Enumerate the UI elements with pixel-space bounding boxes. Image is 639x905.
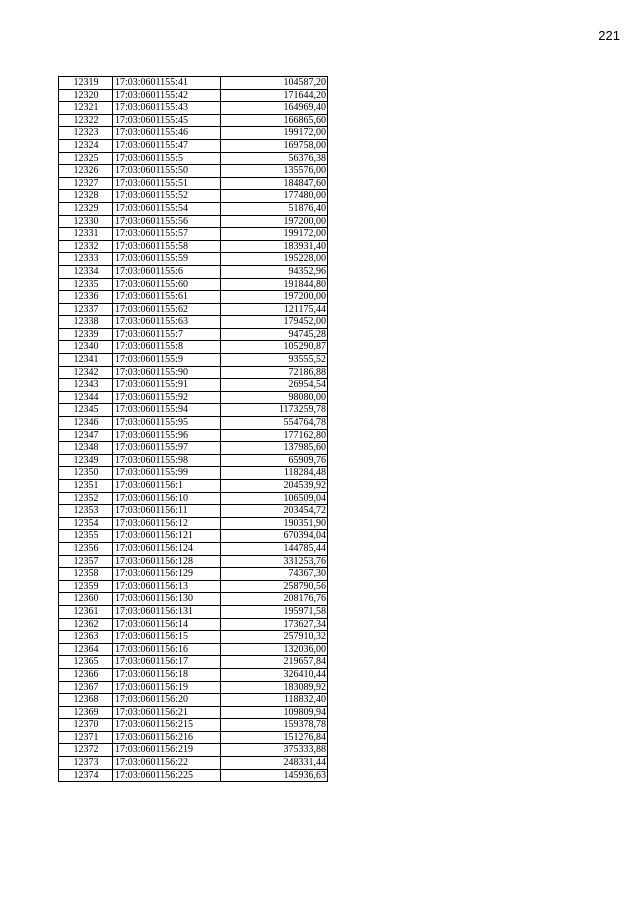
- value-cell: 121175,44: [221, 303, 328, 316]
- row-number-cell: 12365: [59, 656, 113, 669]
- cadastral-number-cell: 17:03:0601155:57: [113, 228, 221, 241]
- cadastral-number-cell: 17:03:0601155:99: [113, 467, 221, 480]
- value-cell: 56376,38: [221, 152, 328, 165]
- table-row: [59, 555, 328, 568]
- row-number-cell: 12339: [59, 328, 113, 341]
- value-cell: 94352,96: [221, 265, 328, 278]
- value-cell: 145936,63: [221, 769, 328, 782]
- cadastral-number-cell: 17:03:0601155:54: [113, 202, 221, 215]
- cadastral-number-cell: 17:03:0601155:52: [113, 190, 221, 203]
- row-number-cell: 12343: [59, 379, 113, 392]
- table-row: [59, 542, 328, 555]
- cadastral-number-cell: 17:03:0601156:11: [113, 505, 221, 518]
- value-cell: 177162,80: [221, 429, 328, 442]
- row-number-cell: 12331: [59, 228, 113, 241]
- cadastral-number-cell: 17:03:0601156:121: [113, 530, 221, 543]
- table-row: [59, 631, 328, 644]
- cadastral-number-cell: 17:03:0601155:43: [113, 102, 221, 115]
- cadastral-number-cell: 17:03:0601156:12: [113, 517, 221, 530]
- table-body: [59, 77, 328, 782]
- value-cell: 183089,92: [221, 681, 328, 694]
- cadastral-number-cell: 17:03:0601155:47: [113, 139, 221, 152]
- cadastral-number-cell: 17:03:0601156:22: [113, 757, 221, 770]
- value-cell: 203454,72: [221, 505, 328, 518]
- value-cell: 1173259,78: [221, 404, 328, 417]
- value-cell: 177480,00: [221, 190, 328, 203]
- value-cell: 331253,76: [221, 555, 328, 568]
- row-number-cell: 12325: [59, 152, 113, 165]
- cadastral-number-cell: 17:03:0601156:18: [113, 668, 221, 681]
- cadastral-number-cell: 17:03:0601156:215: [113, 719, 221, 732]
- value-cell: 74367,30: [221, 568, 328, 581]
- value-cell: 195228,00: [221, 253, 328, 266]
- row-number-cell: 12358: [59, 568, 113, 581]
- table-row: [59, 215, 328, 228]
- row-number-cell: 12367: [59, 681, 113, 694]
- value-cell: 670394,04: [221, 530, 328, 543]
- row-number-cell: 12328: [59, 190, 113, 203]
- row-number-cell: 12320: [59, 89, 113, 102]
- row-number-cell: 12342: [59, 366, 113, 379]
- value-cell: 93555,52: [221, 354, 328, 367]
- cadastral-number-cell: 17:03:0601155:8: [113, 341, 221, 354]
- value-cell: 51876,40: [221, 202, 328, 215]
- cadastral-number-cell: 17:03:0601156:130: [113, 593, 221, 606]
- row-number-cell: 12359: [59, 580, 113, 593]
- row-number-cell: 12364: [59, 643, 113, 656]
- cadastral-number-cell: 17:03:0601155:5: [113, 152, 221, 165]
- value-cell: 144785,44: [221, 542, 328, 555]
- table-row: [59, 139, 328, 152]
- value-cell: 72186,88: [221, 366, 328, 379]
- table-row: [59, 643, 328, 656]
- table-row: [59, 429, 328, 442]
- cadastral-value-table: [58, 76, 328, 782]
- value-cell: 554764,78: [221, 417, 328, 430]
- table-row: [59, 694, 328, 707]
- table-row: [59, 605, 328, 618]
- row-number-cell: 12321: [59, 102, 113, 115]
- cadastral-number-cell: 17:03:0601156:225: [113, 769, 221, 782]
- table-row: [59, 77, 328, 90]
- cadastral-number-cell: 17:03:0601156:124: [113, 542, 221, 555]
- row-number-cell: 12322: [59, 114, 113, 127]
- table-row: [59, 731, 328, 744]
- table-row: [59, 177, 328, 190]
- row-number-cell: 12319: [59, 77, 113, 90]
- cadastral-number-cell: 17:03:0601156:216: [113, 731, 221, 744]
- cadastral-number-cell: 17:03:0601155:59: [113, 253, 221, 266]
- row-number-cell: 12354: [59, 517, 113, 530]
- row-number-cell: 12341: [59, 354, 113, 367]
- cadastral-number-cell: 17:03:0601155:56: [113, 215, 221, 228]
- table-row: [59, 517, 328, 530]
- value-cell: 159378,78: [221, 719, 328, 732]
- table-row: [59, 656, 328, 669]
- value-cell: 105290,87: [221, 341, 328, 354]
- cadastral-number-cell: 17:03:0601155:94: [113, 404, 221, 417]
- row-number-cell: 12336: [59, 291, 113, 304]
- table-row: [59, 253, 328, 266]
- row-number-cell: 12346: [59, 417, 113, 430]
- table-row: [59, 580, 328, 593]
- cadastral-number-cell: 17:03:0601155:50: [113, 165, 221, 178]
- row-number-cell: 12345: [59, 404, 113, 417]
- table-row: [59, 366, 328, 379]
- cadastral-number-cell: 17:03:0601156:15: [113, 631, 221, 644]
- table-row: [59, 769, 328, 782]
- table-row: [59, 379, 328, 392]
- value-cell: 109809,94: [221, 706, 328, 719]
- cadastral-number-cell: 17:03:0601156:16: [113, 643, 221, 656]
- row-number-cell: 12374: [59, 769, 113, 782]
- value-cell: 208176,76: [221, 593, 328, 606]
- row-number-cell: 12333: [59, 253, 113, 266]
- row-number-cell: 12372: [59, 744, 113, 757]
- cadastral-number-cell: 17:03:0601155:7: [113, 328, 221, 341]
- table-row: [59, 492, 328, 505]
- value-cell: 169758,00: [221, 139, 328, 152]
- table-row: [59, 467, 328, 480]
- cadastral-number-cell: 17:03:0601155:61: [113, 291, 221, 304]
- row-number-cell: 12347: [59, 429, 113, 442]
- cadastral-number-cell: 17:03:0601156:131: [113, 605, 221, 618]
- row-number-cell: 12335: [59, 278, 113, 291]
- table-row: [59, 668, 328, 681]
- value-cell: 184847,60: [221, 177, 328, 190]
- cadastral-number-cell: 17:03:0601156:10: [113, 492, 221, 505]
- cadastral-number-cell: 17:03:0601155:46: [113, 127, 221, 140]
- table-row: [59, 291, 328, 304]
- value-cell: 199172,00: [221, 228, 328, 241]
- cadastral-number-cell: 17:03:0601155:63: [113, 316, 221, 329]
- table-row: [59, 341, 328, 354]
- cadastral-number-cell: 17:03:0601155:41: [113, 77, 221, 90]
- row-number-cell: 12362: [59, 618, 113, 631]
- cadastral-number-cell: 17:03:0601155:97: [113, 442, 221, 455]
- row-number-cell: 12337: [59, 303, 113, 316]
- cadastral-number-cell: 17:03:0601156:14: [113, 618, 221, 631]
- value-cell: 179452,00: [221, 316, 328, 329]
- row-number-cell: 12329: [59, 202, 113, 215]
- row-number-cell: 12371: [59, 731, 113, 744]
- cadastral-number-cell: 17:03:0601156:20: [113, 694, 221, 707]
- value-cell: 118832,40: [221, 694, 328, 707]
- table-row: [59, 152, 328, 165]
- value-cell: 118284,48: [221, 467, 328, 480]
- value-cell: 164969,40: [221, 102, 328, 115]
- table-row: [59, 454, 328, 467]
- value-cell: 258790,56: [221, 580, 328, 593]
- table-row: [59, 593, 328, 606]
- table-row: [59, 480, 328, 493]
- table-row: [59, 719, 328, 732]
- cadastral-number-cell: 17:03:0601155:9: [113, 354, 221, 367]
- row-number-cell: 12327: [59, 177, 113, 190]
- row-number-cell: 12366: [59, 668, 113, 681]
- value-cell: 132036,00: [221, 643, 328, 656]
- table-row: [59, 114, 328, 127]
- cadastral-number-cell: 17:03:0601155:91: [113, 379, 221, 392]
- row-number-cell: 12356: [59, 542, 113, 555]
- table-row: [59, 89, 328, 102]
- table-row: [59, 190, 328, 203]
- value-cell: 197200,00: [221, 215, 328, 228]
- row-number-cell: 12373: [59, 757, 113, 770]
- table-row: [59, 706, 328, 719]
- table-row: [59, 202, 328, 215]
- cadastral-number-cell: 17:03:0601155:6: [113, 265, 221, 278]
- cadastral-number-cell: 17:03:0601155:95: [113, 417, 221, 430]
- row-number-cell: 12360: [59, 593, 113, 606]
- value-cell: 183931,40: [221, 240, 328, 253]
- value-cell: 151276,84: [221, 731, 328, 744]
- row-number-cell: 12323: [59, 127, 113, 140]
- cadastral-number-cell: 17:03:0601156:13: [113, 580, 221, 593]
- cadastral-number-cell: 17:03:0601155:60: [113, 278, 221, 291]
- row-number-cell: 12368: [59, 694, 113, 707]
- row-number-cell: 12369: [59, 706, 113, 719]
- row-number-cell: 12338: [59, 316, 113, 329]
- table-row: [59, 278, 328, 291]
- row-number-cell: 12363: [59, 631, 113, 644]
- table-row: [59, 328, 328, 341]
- table-row: [59, 265, 328, 278]
- row-number-cell: 12352: [59, 492, 113, 505]
- table-row: [59, 127, 328, 140]
- row-number-cell: 12340: [59, 341, 113, 354]
- value-cell: 166865,60: [221, 114, 328, 127]
- table-row: [59, 102, 328, 115]
- value-cell: 199172,00: [221, 127, 328, 140]
- row-number-cell: 12370: [59, 719, 113, 732]
- cadastral-number-cell: 17:03:0601155:98: [113, 454, 221, 467]
- cadastral-number-cell: 17:03:0601155:96: [113, 429, 221, 442]
- value-cell: 190351,90: [221, 517, 328, 530]
- value-cell: 191844,80: [221, 278, 328, 291]
- table-row: [59, 240, 328, 253]
- table-row: [59, 568, 328, 581]
- row-number-cell: 12334: [59, 265, 113, 278]
- table-row: [59, 530, 328, 543]
- value-cell: 375333,88: [221, 744, 328, 757]
- value-cell: 197200,00: [221, 291, 328, 304]
- row-number-cell: 12353: [59, 505, 113, 518]
- table-row: [59, 391, 328, 404]
- cadastral-number-cell: 17:03:0601156:17: [113, 656, 221, 669]
- value-cell: 219657,84: [221, 656, 328, 669]
- row-number-cell: 12351: [59, 480, 113, 493]
- value-cell: 257910,32: [221, 631, 328, 644]
- row-number-cell: 12344: [59, 391, 113, 404]
- row-number-cell: 12324: [59, 139, 113, 152]
- row-number-cell: 12361: [59, 605, 113, 618]
- value-cell: 171644,20: [221, 89, 328, 102]
- table-row: [59, 618, 328, 631]
- value-cell: 26954,54: [221, 379, 328, 392]
- row-number-cell: 12332: [59, 240, 113, 253]
- value-cell: 104587,20: [221, 77, 328, 90]
- cadastral-number-cell: 17:03:0601155:51: [113, 177, 221, 190]
- table-row: [59, 228, 328, 241]
- row-number-cell: 12349: [59, 454, 113, 467]
- table-row: [59, 757, 328, 770]
- table-row: [59, 417, 328, 430]
- table-row: [59, 442, 328, 455]
- row-number-cell: 12348: [59, 442, 113, 455]
- value-cell: 135576,00: [221, 165, 328, 178]
- row-number-cell: 12357: [59, 555, 113, 568]
- value-cell: 65909,76: [221, 454, 328, 467]
- value-cell: 204539,92: [221, 480, 328, 493]
- value-cell: 195971,58: [221, 605, 328, 618]
- table-row: [59, 404, 328, 417]
- value-cell: 326410,44: [221, 668, 328, 681]
- table-row: [59, 505, 328, 518]
- table-row: [59, 316, 328, 329]
- row-number-cell: 12350: [59, 467, 113, 480]
- value-cell: 248331,44: [221, 757, 328, 770]
- table-row: [59, 681, 328, 694]
- cadastral-number-cell: 17:03:0601155:90: [113, 366, 221, 379]
- value-cell: 137985,60: [221, 442, 328, 455]
- table-row: [59, 744, 328, 757]
- table-row: [59, 165, 328, 178]
- cadastral-number-cell: 17:03:0601155:42: [113, 89, 221, 102]
- cadastral-number-cell: 17:03:0601156:19: [113, 681, 221, 694]
- row-number-cell: 12326: [59, 165, 113, 178]
- cadastral-number-cell: 17:03:0601156:128: [113, 555, 221, 568]
- table-row: [59, 354, 328, 367]
- cadastral-number-cell: 17:03:0601156:129: [113, 568, 221, 581]
- value-cell: 173627,34: [221, 618, 328, 631]
- cadastral-number-cell: 17:03:0601155:58: [113, 240, 221, 253]
- row-number-cell: 12330: [59, 215, 113, 228]
- cadastral-number-cell: 17:03:0601155:45: [113, 114, 221, 127]
- cadastral-number-cell: 17:03:0601156:1: [113, 480, 221, 493]
- value-cell: 94745,28: [221, 328, 328, 341]
- cadastral-number-cell: 17:03:0601155:62: [113, 303, 221, 316]
- page-number: 221: [598, 28, 620, 43]
- cadastral-number-cell: 17:03:0601155:92: [113, 391, 221, 404]
- value-cell: 98080,00: [221, 391, 328, 404]
- value-cell: 106509,04: [221, 492, 328, 505]
- table-row: [59, 303, 328, 316]
- cadastral-number-cell: 17:03:0601156:219: [113, 744, 221, 757]
- row-number-cell: 12355: [59, 530, 113, 543]
- cadastral-number-cell: 17:03:0601156:21: [113, 706, 221, 719]
